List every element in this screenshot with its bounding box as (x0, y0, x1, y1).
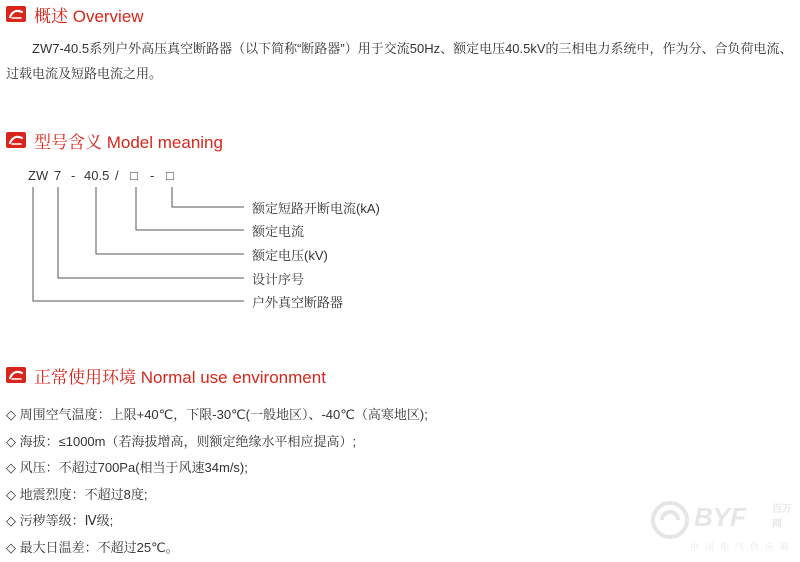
environment-header (6, 363, 326, 387)
section-badge-icon (6, 132, 26, 148)
leader-line-5 (33, 187, 244, 301)
watermark-subtitle: 中国电气供应商 (690, 542, 796, 552)
overview-paragraph: ZW7-40.5系列户外高压真空断路器（以下简称“断路器”）用于交流50Hz、额定电压40.5kV的三相电力系统中，作为分、合负荷电流、过载电流及短路电流之用。 (6, 41, 793, 81)
label-outdoor-breaker: 户外真空断路器 (252, 295, 344, 310)
leader-line-4 (58, 187, 244, 278)
list-item: ◇ 风压：不超过700Pa(相当于风速34m/s); (6, 460, 248, 476)
list-item: ◇ 周围空气温度：上限+40℃，下限-30℃(一般地区）、-40℃（高寒地区); (6, 407, 428, 422)
model-title: 型号含义 Model meaning (34, 132, 223, 152)
leader-line-2 (136, 187, 244, 230)
label-design-number: 设计序号 (252, 272, 305, 287)
code-dash2: - (150, 168, 155, 183)
code-box2: □ (166, 168, 174, 183)
leader-line-3 (96, 187, 244, 254)
label-rated-voltage: 额定电压(kV) (252, 248, 328, 263)
list-item: ◇ 污秽等级：Ⅳ级; (6, 513, 114, 529)
watermark-brand: BYF (694, 502, 746, 532)
model-diagram (0, 160, 800, 320)
watermark-logo-icon (650, 500, 690, 540)
environment-list (6, 402, 428, 562)
environment-title: 正常使用环境 Normal use environment (34, 367, 326, 387)
section-badge-icon (6, 367, 26, 383)
list-item: ◇ 海拔：≤1000m（若海拔增高，则额定绝缘水平相应提高）; (6, 433, 357, 449)
code-zw: ZW (28, 168, 49, 183)
list-item: ◇ 地震烈度：不超过8度; (6, 486, 148, 502)
code-dash1: - (71, 168, 76, 183)
code-slash: / (115, 168, 119, 183)
watermark-mark: 百万网 (772, 504, 792, 530)
leader-line-1 (172, 187, 244, 207)
section-badge-icon (6, 6, 26, 22)
model-leader-lines (0, 160, 800, 320)
code-voltage: 40.5 (84, 168, 110, 183)
label-breaking-current: 额定短路开断电流(kA) (252, 201, 380, 216)
list-item: ◇ 最大日温差：不超过25℃。 (6, 539, 179, 555)
code-design: 7 (54, 168, 62, 183)
code-box1: □ (130, 168, 138, 183)
label-rated-current: 额定电流 (252, 224, 305, 239)
model-header (6, 128, 223, 152)
watermark (648, 498, 798, 558)
overview-title: 概述 Overview (34, 6, 144, 26)
overview-header (6, 2, 144, 26)
